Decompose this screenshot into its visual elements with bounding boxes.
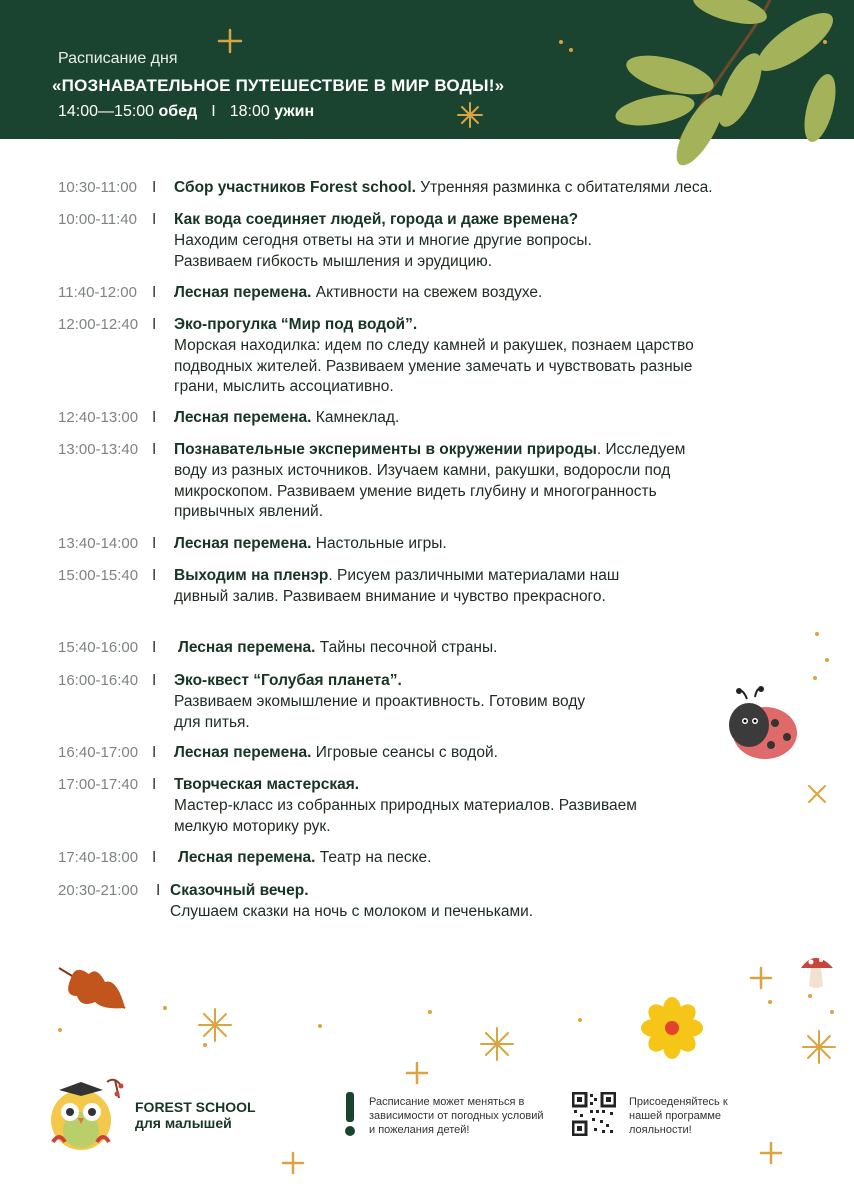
row-separator: I — [152, 211, 157, 228]
dots-icon — [805, 628, 835, 688]
schedule-activity-text: Слушаем сказки на ночь с молоком и печеньками. — [170, 902, 534, 920]
plus-sparkle-icon — [758, 1140, 784, 1166]
leaf-branch-icon — [600, 0, 854, 175]
schedule-activity-text: Активности на свежем воздухе. — [311, 284, 543, 301]
lunch-label: обед — [158, 103, 198, 120]
plus-sparkle-icon — [404, 1060, 430, 1086]
schedule-subtitle: Расписание дня — [58, 50, 178, 67]
mushroom-icon — [795, 948, 839, 992]
schedule-activity-title: Лесная перемена. — [174, 409, 312, 426]
schedule-activity-text: Мастер-класс из собранных природных материалов. Развиваем мелкую моторику рук. — [174, 796, 637, 835]
row-separator: I — [152, 776, 157, 793]
plus-sparkle-icon — [280, 1150, 306, 1176]
schedule-time: 13:00-13:40 — [58, 441, 139, 458]
brand-name — [135, 1099, 256, 1131]
row-separator: I — [152, 284, 157, 301]
schedule-activity-title: Сказочный вечер. — [170, 882, 309, 899]
plus-sparkle-icon — [215, 26, 245, 56]
flower-icon — [640, 996, 704, 1060]
schedule-activity-title: Лесная перемена. — [178, 849, 316, 866]
loyalty-note: Присоеденяйтесь к нашей программе лояльности! — [629, 1096, 728, 1136]
row-separator: I — [152, 179, 157, 196]
schedule-time: 17:40-18:00 — [58, 849, 139, 866]
brand-line-2: для малышей — [135, 1115, 232, 1131]
row-separator: I — [152, 849, 157, 866]
schedule-time: 11:40-12:00 — [58, 284, 137, 301]
meal-separator: I — [211, 103, 216, 120]
schedule-time: 15:00-15:40 — [58, 567, 139, 584]
dinner-time: 18:00 — [229, 103, 270, 120]
schedule-activity-title: Сбор участников Forest school. — [174, 179, 416, 196]
row-separator: I — [152, 639, 157, 656]
schedule-activity-title: Лесная перемена. — [174, 284, 312, 301]
schedule-activity-text: . Рисуем различными материалами наш дивный залив. Развиваем внимание и чувство прекрасного. — [174, 567, 620, 605]
row-separator: I — [152, 535, 157, 552]
dots-icon — [555, 38, 585, 58]
dinner-label: ужин — [274, 103, 315, 120]
schedule-activity-title: Эко-квест “Голубая планета”. — [174, 672, 402, 689]
exclamation-icon — [342, 1090, 358, 1138]
schedule-time: 15:40-16:00 — [58, 639, 139, 656]
meal-times — [58, 103, 314, 121]
cross-sparkle-icon — [805, 782, 829, 806]
schedule-activity-title: Эко-прогулка “Мир под водой”. — [174, 316, 418, 333]
lunch-time: 14:00—15:00 — [58, 103, 155, 120]
schedule-activity-title: Выходим на пленэр — [174, 567, 329, 584]
row-separator: I — [152, 441, 157, 458]
schedule-activity-title: Творческая мастерская. — [174, 776, 360, 793]
owl-logo-icon — [45, 1072, 130, 1154]
star-sparkle-icon — [455, 100, 485, 130]
ladybug-icon — [725, 685, 800, 770]
schedule-time: 20:30-21:00 — [58, 882, 139, 899]
schedule-activity-text: Настольные игры. — [311, 535, 447, 552]
row-separator: I — [152, 316, 157, 333]
schedule-activity-title: Как вода соединяет людей, города и даже времена? — [174, 211, 579, 228]
schedule-time: 10:30-11:00 — [58, 179, 137, 196]
schedule-activity-text: Камнеклад. — [311, 409, 400, 426]
schedule-activity-text: . Исследуем воду из разных источников. Изучаем камни, ракушки, водоросли под микроскопом. Развиваем умение видеть глубину и многогранность привычных явлений. — [174, 441, 686, 521]
row-separator: I — [152, 567, 157, 584]
schedule-activity-text: Тайны песочной страны. — [315, 639, 498, 656]
schedule-time: 16:40-17:00 — [58, 744, 139, 761]
schedule-time: 13:40-14:00 — [58, 535, 139, 552]
row-separator: I — [152, 744, 157, 761]
row-separator: I — [156, 882, 161, 899]
row-separator: I — [152, 409, 157, 426]
dots-icon — [50, 1000, 610, 1060]
schedule-activity-text: Игровые сеансы с водой. — [311, 744, 498, 761]
schedule-activity-title: Лесная перемена. — [174, 535, 312, 552]
schedule-time: 16:00-16:40 — [58, 672, 139, 689]
schedule-activity-text: Театр на песке. — [315, 849, 432, 866]
page-title: «ПОЗНАВАТЕЛЬНОЕ ПУТЕШЕСТВИЕ В МИР ВОДЫ!» — [52, 76, 505, 95]
schedule-time: 12:00-12:40 — [58, 316, 139, 333]
schedule-time: 10:00-11:40 — [58, 211, 137, 228]
schedule-activity-title: Лесная перемена. — [174, 744, 312, 761]
schedule-time: 17:00-17:40 — [58, 776, 139, 793]
schedule-activity-title: Познавательные эксперименты в окружении природы — [174, 441, 597, 458]
brand-line-1: FOREST SCHOOL — [135, 1099, 256, 1115]
row-separator: I — [152, 672, 157, 689]
schedule-activity-text: Утренняя разминка с обитателями леса. — [415, 179, 713, 196]
schedule-activity-text: Находим сегодня ответы на эти и многие другие вопросы. Развиваем гибкость мышления и эрудицию. — [174, 231, 592, 270]
plus-sparkle-icon — [748, 965, 774, 991]
schedule-activity-text: Развиваем экомышление и проактивность. Готовим воду для питья. — [174, 692, 586, 731]
dots-icon — [750, 990, 850, 1040]
schedule-activity-text: Морская находилка: идем по следу камней и ракушек, познаем царство подводных жителей. Развиваем умение замечать и чувствовать разные грани, мыслить ассоциативно. — [174, 336, 694, 396]
schedule-activity-title: Лесная перемена. — [178, 639, 316, 656]
qr-code-icon[interactable] — [572, 1092, 616, 1136]
schedule-change-note: Расписание может меняться в зависимости от погодных условий и пожелания детей! — [369, 1096, 544, 1136]
schedule-time: 12:40-13:00 — [58, 409, 139, 426]
